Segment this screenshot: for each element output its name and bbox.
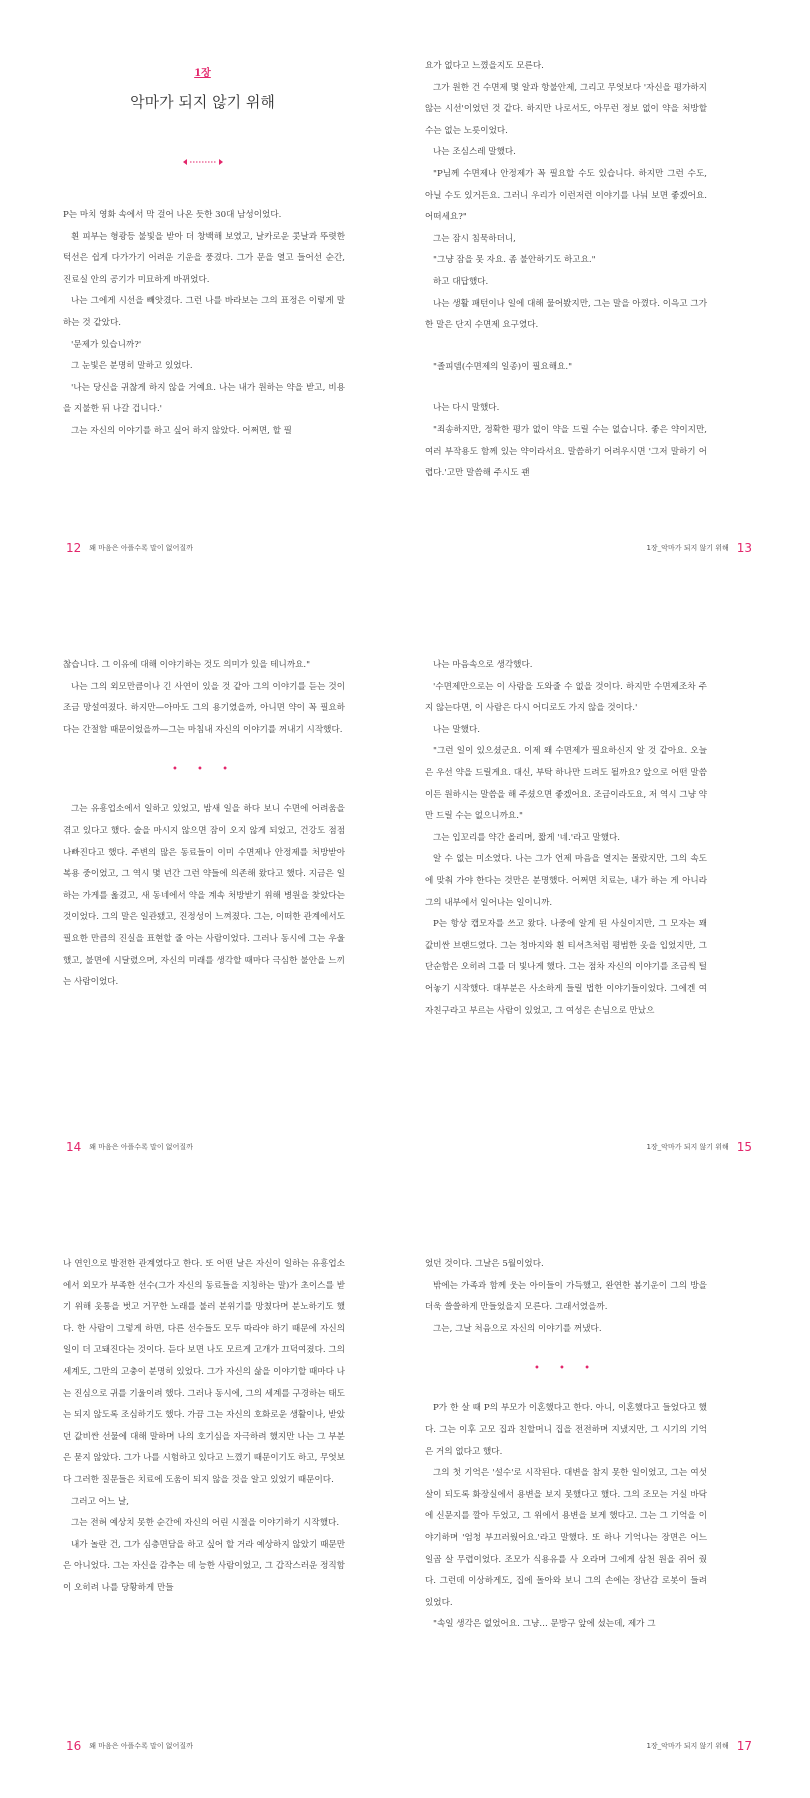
chapter-title: 악마가 되지 않기 위해: [130, 93, 275, 111]
page-17-body: [425, 1254, 707, 1636]
page-15: [405, 599, 810, 1198]
paragraph: 찮습니다. 그 이유에 대해 이야기하는 것도 의미가 있을 테니까요.": [63, 660, 311, 670]
paragraph: 나는 생활 패턴이나 일에 대해 물어봤지만, 그는 말을 아꼈다. 이윽고 그가 한 말은 단지 수면제 요구였다.: [425, 298, 707, 331]
page-14: [0, 599, 405, 1198]
paragraph: "졸피뎀(수면제의 일종)이 필요해요.": [433, 361, 573, 372]
page-16: [0, 1198, 405, 1797]
page-footer: [646, 1739, 760, 1753]
paragraph: 흰 피부는 형광등 불빛을 받아 더 창백해 보였고, 날카로운 콧날과 뚜렷한 턱선은 쉽게 다가가기 어려운 기운을 풍겼다. 그가 문을 열고 들어선 순간, 진료실 안의 공기가 미묘하게 바뀌었다.: [63, 231, 345, 285]
paragraph: 그가 원한 건 수면제 몇 알과 항불안제, 그리고 무엇보다 '자신을 평가하지 않는 시선'이었던 것 같다. 하지만 나로서도, 아무런 정보 없이 약을 처방할 수는 없는 노릇이었다.: [425, 82, 707, 136]
page-14-body: [63, 655, 345, 994]
paragraph: P가 한 살 때 P의 부모가 이혼했다고 한다. 아니, 이혼했다고 들었다고 했다. 그는 이후 고모 집과 친할머니 집을 전전하며 지냈지만, 그 시기의 기억은 거의 없다고 했다.: [425, 1403, 707, 1457]
page-footer: [646, 541, 760, 555]
page-number: 13: [736, 541, 752, 555]
running-title: 왜 마음은 아플수록 말이 없어질까: [89, 1742, 193, 1750]
running-chapter: 1장_악마가 되지 않기 위해: [646, 1143, 729, 1151]
paragraph: 나는 조심스레 말했다.: [433, 147, 516, 158]
page-13-body: [425, 56, 707, 485]
paragraph: 그는 잠시 침묵하더니,: [433, 233, 516, 244]
page-number: 14: [66, 1140, 82, 1154]
chapter-number: 1장: [194, 68, 211, 79]
page-number: 15: [736, 1140, 752, 1154]
paragraph: P는 항상 캡모자를 쓰고 왔다. 나중에 알게 된 사실이지만, 그 모자는 꽤 값비싼 브랜드였다. 그는 청바지와 흰 티셔츠처럼 평범한 옷을 입었지만, 그 단순함은 오히려 그를 더 빛나게 했다. 그는 점차 자신의 이야기를 조금씩 털어놓기 시작했다. 대부분은 사소하게 들릴 법한 이야기들이었다. 그에겐 여자친구라고 부르는 사람이 있었고, 그 여성은 손님으로 만났으: [425, 919, 707, 1016]
paragraph: 었던 것이다. 그날은 5월이었다.: [425, 1259, 544, 1269]
page-footer: [58, 1140, 193, 1154]
page-footer: [58, 1739, 193, 1753]
paragraph: 그러고 어느 날,: [71, 1496, 130, 1507]
paragraph: "그런 일이 있으셨군요. 이제 왜 수면제가 필요하신지 알 것 같아요. 오늘은 우선 약을 드릴게요. 대신, 부탁 하나만 드려도 될까요? 앞으로 어떤 말씀이든 원하시는 말씀을 해 주셨으면 좋겠어요. 조금이라도요, 저 역시 그냥 약만 드릴 수는 없으니까요.": [425, 746, 707, 822]
paragraph: 나는 마음속으로 생각했다.: [433, 660, 533, 670]
paragraph: 그는 입꼬리를 약간 올리며, 짧게 '네.'라고 말했다.: [433, 832, 621, 843]
paragraph: 하고 대답했다.: [433, 276, 489, 287]
paragraph: 나는 다시 말했다.: [433, 403, 500, 414]
paragraph: '수면제만으로는 이 사람을 도와줄 수 없을 것이다. 하지만 수면제조차 주지 않는다면, 이 사람은 다시 어디로도 가지 않을 것이다.': [425, 681, 707, 714]
paragraph: 나는 그에게 시선을 빼앗겼다. 그런 나를 바라보는 그의 표정은 이렇게 말하는 것 같았다.: [63, 296, 345, 328]
spread-12-13: [0, 0, 810, 599]
paragraph: '문제가 있습니까?': [71, 339, 142, 350]
spread-16-17: [0, 1198, 810, 1797]
running-title: 왜 마음은 아플수록 말이 없어질까: [89, 544, 193, 552]
running-title: 왜 마음은 아플수록 말이 없어질까: [89, 1143, 193, 1151]
paragraph: 그는, 그날 처음으로 자신의 이야기를 꺼냈다.: [433, 1323, 602, 1334]
paragraph: 나 연인으로 발전한 관계였다고 한다. 또 어떤 날은 자신이 일하는 유흥업소에서 외모가 부족한 선수(그가 자신의 동료들을 지칭하는 말)가 초이스를 받기 위해 옷통을 벗고 거꾸한 노래를 불러 분위기를 망쳤다며 분노하기도 했다. 한 사람이 그렇게 하면, 다른 선수들도 모두 따라야 하기 때문에 자신의 일이 더 고돼진다는 것이다. 듣다 보면 나도 모르게 고개가 끄덕여졌다. 그의 세계도, 그만의 고충이 분명히 있었다. 그가 자신의 삶을 이야기할 때마다 나는 진심으로 귀를 기울이려 했다. 그러나 동시에, 그의 세계를 구경하는 태도는 되지 않도록 조심하기도 했다. 가끔 그는 자신의 호화로운 생활이나, 받았던 값비싼 선물에 대해 말하며 나의 호기심을 자극하려 했지만 나는 그 부분은 묻지 않았다. 그가 나를 시험하고 있다고 느꼈기 때문이기도 하고, 무엇보다 그러한 질문들은 치료에 도움이 되지 않을 것을 알고 있었기 때문이다.: [63, 1259, 345, 1485]
paragraph: 그는 전혀 예상치 못한 순간에 자신의 어린 시절을 이야기하기 시작했다.: [71, 1518, 340, 1529]
page-footer: [646, 1140, 760, 1154]
page-number: 12: [66, 541, 82, 555]
page-12: [0, 0, 405, 599]
running-chapter: 1장_악마가 되지 않기 위해: [646, 544, 729, 552]
page-number: 17: [736, 1739, 752, 1753]
paragraph: "죄송하지만, 정확한 평가 없이 약을 드릴 수는 없습니다. 좋은 약이지만, 여러 부작용도 함께 있는 약이라서요. 말씀하기 어려우시면 '그저 말하기 어렵다.'고만 말씀해 주시도 괜: [425, 424, 707, 479]
paragraph: 그 눈빛은 분명히 말하고 있었다.: [71, 361, 193, 372]
paragraph: "그냥 잠을 못 자요. 좀 불안하기도 하고요.": [433, 255, 596, 266]
running-chapter: 1장_악마가 되지 않기 위해: [646, 1742, 729, 1750]
paragraph: 밖에는 가족과 함께 웃는 아이들이 가득했고, 완연한 봄기운이 그의 방을 더욱 쓸쓸하게 만들었을지 모른다. 그래서였을까.: [425, 1280, 707, 1313]
paragraph: 나는 말했다.: [433, 724, 480, 735]
paragraph: 요가 없다고 느꼈을지도 모른다.: [425, 61, 544, 71]
paragraph: "속일 생각은 없었어요. 그냥… 문방구 앞에 섰는데, 제가 그: [433, 1619, 656, 1630]
paragraph: 그는 유흥업소에서 일하고 있었고, 밤새 일을 하다 보니 수면에 어려움을 겪고 있다고 했다. 술을 마시지 않으면 잠이 오지 않게 되었고, 건강도 점점 나빠진다고 했다. 주변의 많은 동료들이 이미 수면제나 안정제를 처방받아 복용 중이었고, 그 역시 몇 년간 그런 약들에 의존해 왔다고 했다. 지금은 일하는 가게를 옮겼고, 새 동네에서 약을 계속 처방받기 위해 병원을 찾았다는 것이었다. 그의 말은 일관됐고, 진정성이 느껴졌다. 그는, 이떠한 관계에서도 필요한 만큼의 진실을 표현할 줄 아는 사람이었다. 그러나 동시에 그는 우울했고, 불면에 시달렸으며, 자신의 미래를 생각할 때마다 극심한 불안을 느끼는 사람이었다.: [63, 804, 345, 988]
paragraph: "P님께 수면제나 안정제가 꼭 필요할 수도 있습니다. 하지만 그런 수도, 아닐 수도 있거든요. 그러니 우리가 이런저런 이야기를 나눠 보면 좋겠어요. 어떠세요?": [425, 168, 707, 223]
paragraph: 그의 첫 기억은 '설수'로 시작된다. 대변을 참지 못한 일이었고, 그는 여섯 살이 되도록 화장실에서 용변을 보지 못했다고 했다. 그의 조모는 거실 바닥에 신문지를 깔아 두었고, 그 위에서 용변을 보게 했다고. 그는 그 기억을 이야기하며 '엄청 부끄러웠어요.'라고 말했다. 또 하나 기억나는 장면은 어느 일곱 살 무렵이었다. 조모가 식용유를 사 오라며 그에게 삼천 원을 쥐어 줬다. 그런데 이상하게도, 집에 돌아와 보니 그의 손에는 장난감 로봇이 들려 있었다.: [425, 1468, 707, 1608]
page-12-body: [63, 205, 345, 443]
spread-14-15: [0, 599, 810, 1198]
paragraph: 나는 그의 외모만큼이나 긴 사연이 있을 것 같아 그의 이야기를 듣는 것이 조금 망설여졌다. 하지만—아마도 그의 용기였을까, 아니면 약이 꼭 필요하다는 간절함 때문이었을까—그는 마침내 자신의 이야기를 꺼내기 시작했다.: [63, 681, 345, 735]
paragraph: P는 마치 영화 속에서 막 걸어 나온 듯한 30대 남성이었다.: [63, 210, 282, 220]
ornament-icon: [181, 156, 225, 168]
page-13: [405, 0, 810, 599]
page-16-body: [63, 1254, 345, 1600]
section-break: • • •: [533, 1363, 599, 1375]
paragraph: 내가 놀란 건, 그가 심층면담을 하고 싶어 할 거라 예상하지 않았기 때문만은 아니었다. 그는 자신을 감추는 데 능한 사람이었고, 그 갑작스러운 정직함이 오히려 나를 당황하게 만들: [63, 1539, 345, 1593]
paragraph: '나는 당신을 귀찮게 하지 않을 거예요. 나는 내가 원하는 약을 받고, 비용을 지불한 뒤 나갈 겁니다.': [63, 382, 345, 415]
paragraph: 알 수 없는 미소였다. 나는 그가 언제 마음을 열지는 몰랐지만, 그의 속도에 맞춰 가야 한다는 것만은 분명했다. 어쩌면 치료는, 내가 하는 게 아니라 그의 내부에서 일어나는 일이니까.: [425, 854, 707, 908]
page-17: [405, 1198, 810, 1797]
page-footer: [58, 541, 193, 555]
section-break: • • •: [171, 764, 237, 776]
paragraph: 그는 자신의 이야기를 하고 싶어 하지 않았다. 어쩌면, 할 필: [71, 425, 292, 436]
page-number: 16: [66, 1739, 82, 1753]
page-15-body: [425, 655, 707, 1022]
